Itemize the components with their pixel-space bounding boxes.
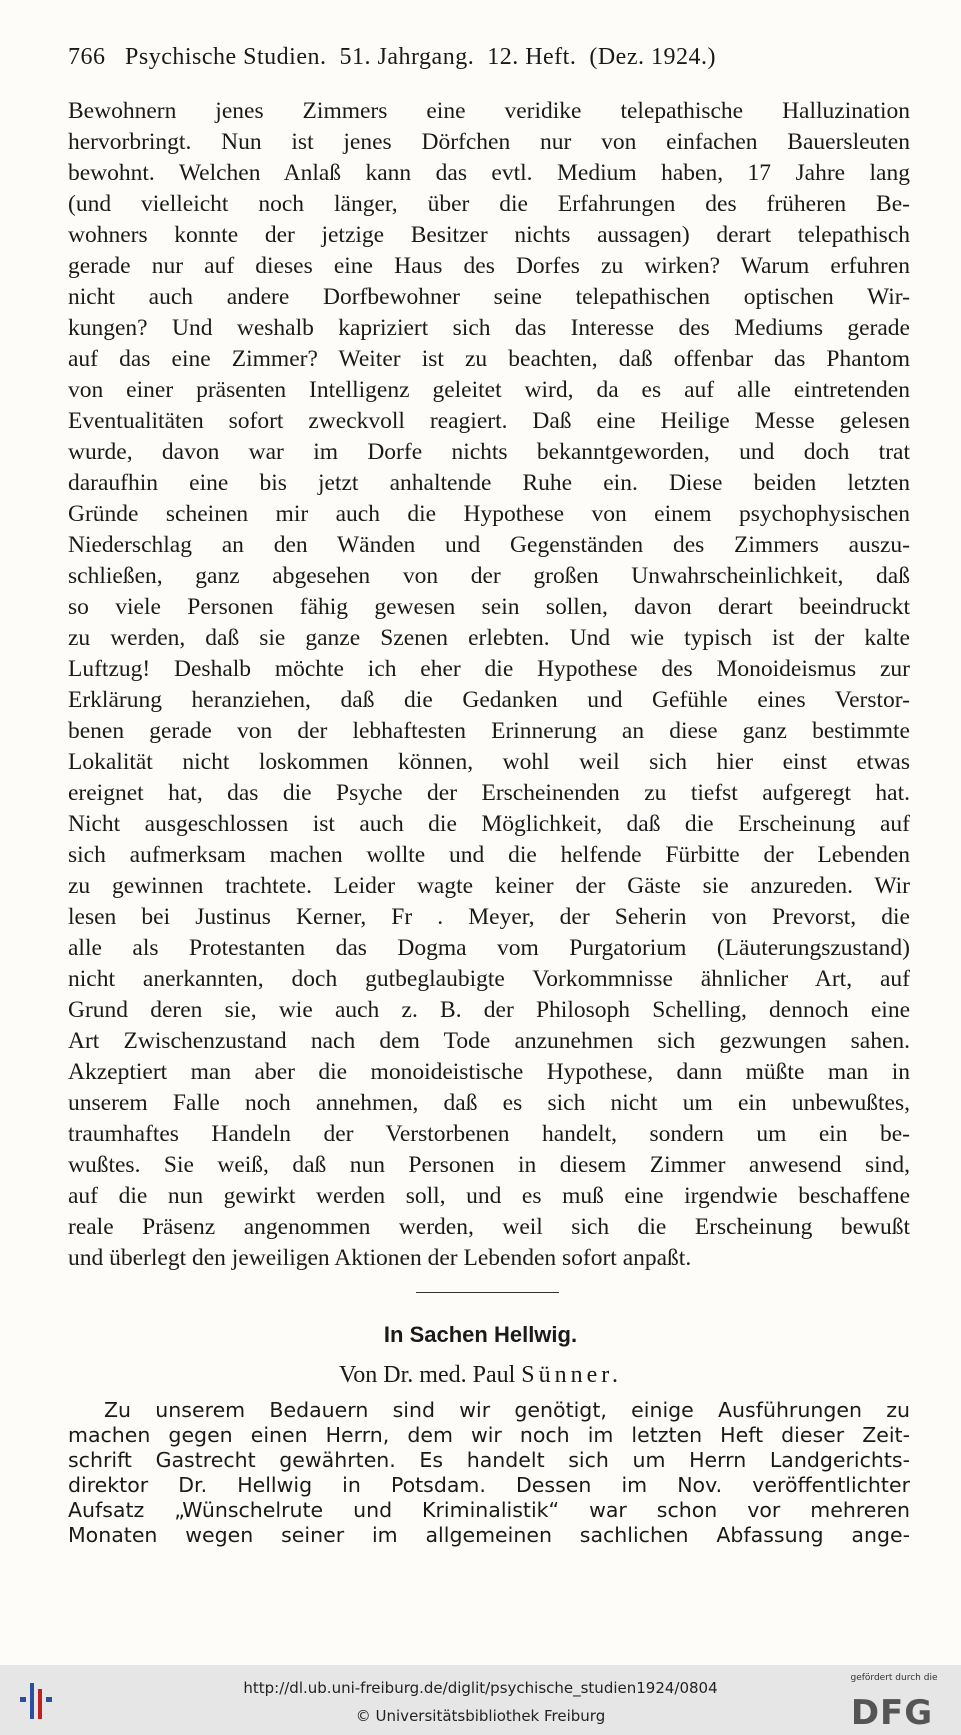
- section-divider: [416, 1292, 559, 1293]
- text-line: zu gewinnen trachtete. Leider wagte keiner der Gäste sie anzureden. Wir: [68, 873, 910, 899]
- text-line: so viele Personen fähig gewesen sein sollen, davon derart beeindruckt: [68, 594, 910, 620]
- text-line: Nicht ausgeschlossen ist auch die Möglichkeit, daß die Erscheinung auf: [68, 811, 910, 837]
- text-line: lesen bei Justinus Kerner, Fr . Meyer, der Seherin von Prevorst, die: [68, 904, 910, 930]
- text-line: unserem Falle noch annehmen, daß es sich nicht um ein unbewußtes,: [68, 1090, 910, 1116]
- running-title: Psychische Studien. 51. Jahrgang. 12. Heft. (Dez. 1924.): [125, 44, 716, 70]
- running-header: [68, 44, 898, 71]
- byline-prefix: Von Dr. med. Paul: [339, 1362, 516, 1388]
- copyright-notice: © Universitätsbibliothek Freiburg: [355, 1707, 606, 1725]
- text-line: alle als Protestanten das Dogma vom Purgatorium (Läuterungszustand): [68, 935, 910, 961]
- text-line: gerade nur auf dieses eine Haus des Dorfes zu wirken? Warum erfuhren: [68, 253, 910, 279]
- text-line: Grund deren sie, wie auch z. B. der Philosoph Schelling, dennoch eine: [68, 997, 910, 1023]
- text-line: schließen, ganz abgesehen von der großen Unwahrscheinlichkeit, daß: [68, 563, 910, 589]
- dfg-logo: DFG: [850, 1693, 934, 1733]
- text-line: hervorbringt. Nun ist jenes Dörfchen nur von einfachen Bauersleuten: [68, 129, 910, 155]
- text-line: Luftzug! Deshalb möchte ich eher die Hypothese des Monoideismus zur: [68, 656, 910, 682]
- section-text-line: Monaten wegen seiner im allgemeinen sachlichen Abfassung ange-: [68, 1523, 910, 1547]
- section-text-line: schrift Gastrecht gewährten. Es handelt sich um Herrn Landgerichts-: [68, 1448, 910, 1472]
- text-line: auf die nun gewirkt werden soll, und es muß eine irgendwie beschaffene: [68, 1183, 910, 1209]
- text-line: Niederschlag an den Wänden und Gegenständen des Zimmers auszu-: [68, 532, 910, 558]
- sponsor-caption: gefördert durch die: [850, 1673, 938, 1683]
- text-line: reale Präsenz angenommen werden, weil sich die Erscheinung bewußt: [68, 1214, 910, 1240]
- text-line: wußtes. Sie weiß, daß nun Personen in diesem Zimmer anwesend sind,: [68, 1152, 910, 1178]
- text-line: nicht auch andere Dorfbewohner seine telepathischen optischen Wir-: [68, 284, 910, 310]
- text-line: kungen? Und weshalb kapriziert sich das Interesse des Mediums gerade: [68, 315, 910, 341]
- text-line: zu werden, daß sie ganze Szenen erlebten. Und wie typisch ist der kalte: [68, 625, 910, 651]
- text-line: von einer präsenten Intelligenz geleitet wird, da es auf alle eintretenden: [68, 377, 910, 403]
- section-text-line: Zu unserem Bedauern sind wir genötigt, einige Ausführungen zu: [104, 1398, 910, 1422]
- text-line: Lokalität nicht loskommen können, wohl weil sich hier einst etwas: [68, 749, 910, 775]
- text-line: daraufhin eine bis jetzt anhaltende Ruhe ein. Diese beiden letzten: [68, 470, 910, 496]
- section-text-line: Aufsatz „Wünschelrute und Kriminalistik“ war schon vor mehreren: [68, 1498, 910, 1522]
- section-title: In Sachen Hellwig.: [383, 1322, 578, 1347]
- section-text: [68, 1398, 910, 1548]
- text-line: wohners konnte der jetzige Besitzer nichts aussagen) derart telepathisch: [68, 222, 910, 248]
- page-number: 766: [68, 44, 106, 70]
- text-line: auf das eine Zimmer? Weiter ist zu beachten, daß offenbar das Phantom: [68, 346, 910, 372]
- section-byline: [0, 1362, 961, 1389]
- text-line: nicht anerkannten, doch gutbeglaubigte Vorkommnisse ähnlicher Art, auf: [68, 966, 910, 992]
- text-line: sich aufmerksam machen wollte und die helfende Fürbitte der Lebenden: [68, 842, 910, 868]
- text-line: ereignet hat, das die Psyche der Erscheinenden zu tiefst aufgeregt hat.: [68, 780, 910, 806]
- text-line: und überlegt den jeweiligen Aktionen der Lebenden sofort anpaßt.: [68, 1245, 692, 1271]
- footer-bar: [0, 1665, 961, 1735]
- text-line: Eventualitäten sofort zweckvoll reagiert. Daß eine Heilige Messe gelesen: [68, 408, 910, 434]
- section-text-line: machen gegen einen Herrn, dem wir noch im letzten Heft dieser Zeit-: [68, 1423, 910, 1447]
- permalink-link[interactable]: http://dl.ub.uni-freiburg.de/diglit/psychische_studien1924/0804: [243, 1679, 718, 1697]
- section-text-line: direktor Dr. Hellwig in Potsdam. Dessen im Nov. veröffentlichter: [68, 1473, 910, 1497]
- text-line: wurde, davon war im Dorfe nichts bekanntgeworden, und doch trat: [68, 439, 910, 465]
- byline-name: Sünner.: [521, 1362, 622, 1388]
- text-line: benen gerade von der lebhaftesten Erinnerung an diese ganz bestimmte: [68, 718, 910, 744]
- text-line: Art Zwischenzustand nach dem Tode anzunehmen sich gezwungen sahen.: [68, 1028, 910, 1054]
- text-line: bewohnt. Welchen Anlaß kann das evtl. Medium haben, 17 Jahre lang: [68, 160, 910, 186]
- body-text: [68, 96, 910, 1274]
- text-line: Erklärung heranziehen, daß die Gedanken und Gefühle eines Verstor-: [68, 687, 910, 713]
- text-line: Akzeptiert man aber die monoideistische Hypothese, dann müßte man in: [68, 1059, 910, 1085]
- text-line: traumhaftes Handeln der Verstorbenen handelt, sondern um ein be-: [68, 1121, 910, 1147]
- text-line: (und vielleicht noch länger, über die Erfahrungen des früheren Be-: [68, 191, 910, 217]
- text-line: Bewohnern jenes Zimmers eine veridike telepathische Halluzination: [68, 98, 910, 124]
- text-line: Gründe scheinen mir auch die Hypothese von einem psychophysischen: [68, 501, 910, 527]
